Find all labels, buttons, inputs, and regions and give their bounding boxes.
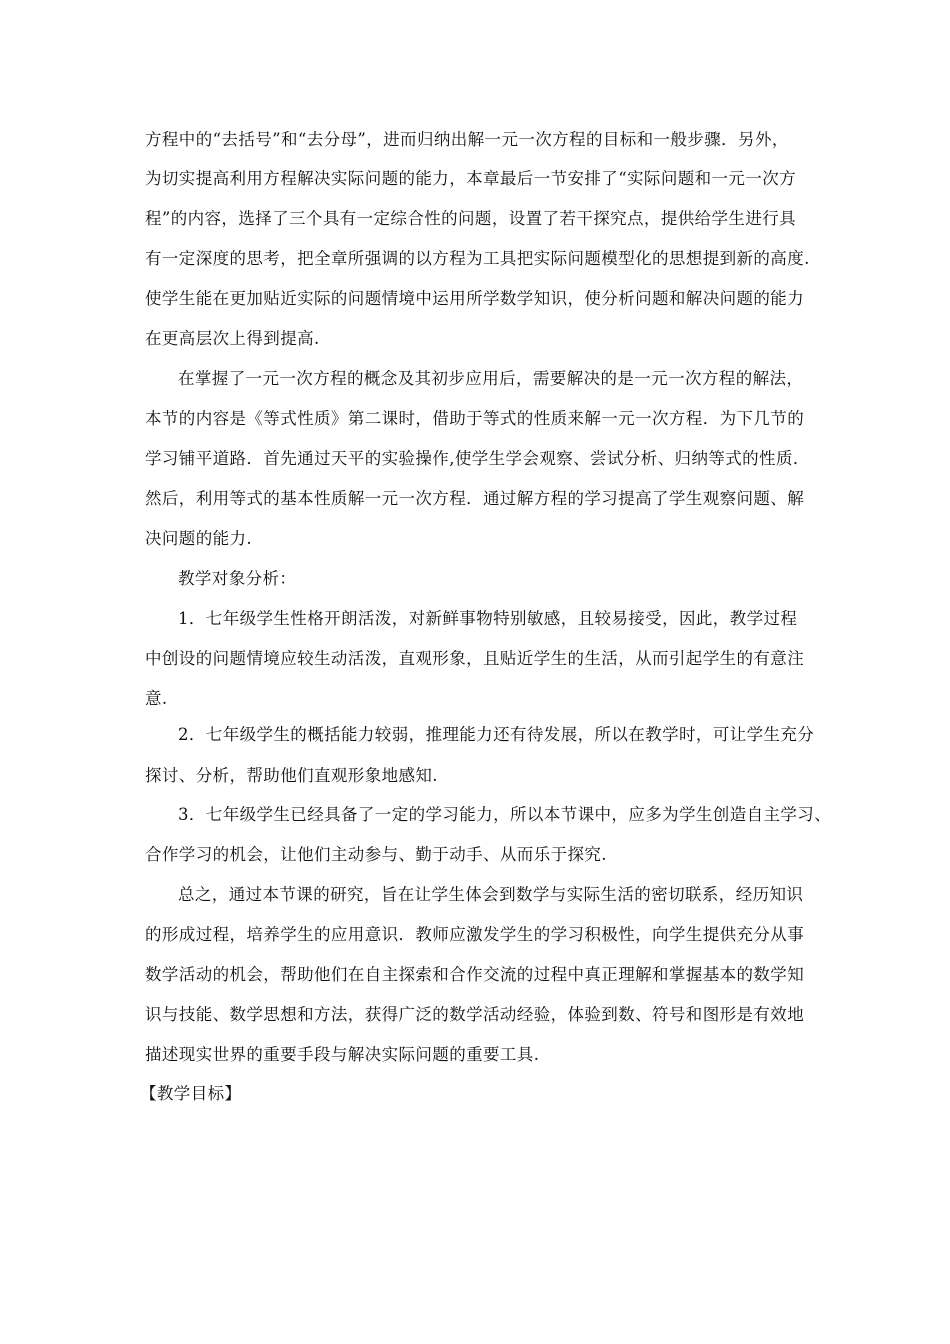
text-line: 中创设的问题情境应较生动活泼，直观形象，且贴近学生的生活，从而引起学生的有意注: [145, 649, 805, 668]
text-line: 合作学习的机会，让他们主动参与、勤于动手、从而乐于探究.: [145, 845, 607, 864]
text-line: 学习铺平道路．首先通过天平的实验操作,使学生学会观察、尝试分析、归纳等式的性质．: [145, 449, 810, 468]
section-heading: 教学对象分析：: [178, 569, 297, 588]
text-line: 描述现实世界的重要手段与解决实际问题的重要工具.: [145, 1045, 540, 1064]
text-line: 的形成过程，培养学生的应用意识．教师应激发学生的学习积极性，向学生提供充分从事: [145, 925, 805, 944]
paragraph-start-line: 在掌握了一元一次方程的概念及其初步应用后，需要解决的是一元一次方程的解法，: [178, 369, 804, 388]
text-line: 意.: [145, 689, 168, 708]
list-item-start-line: 1．七年级学生性格开朗活泼，对新鲜事物特别敏感，且较易接受，因此，教学过程: [178, 609, 798, 628]
text-line: 识与技能、数学思想和方法，获得广泛的数学活动经验，体验到数、符号和图形是有效地: [145, 1005, 805, 1024]
text-line: 然后，利用等式的基本性质解一元一次方程．通过解方程的学习提高了学生观察问题、解: [145, 489, 805, 508]
text-line: 程”的内容，选择了三个具有一定综合性的问题，设置了若干探究点，提供给学生进行具: [145, 209, 797, 228]
text-line: 探讨、分析，帮助他们直观形象地感知.: [145, 766, 438, 785]
text-line: 本节的内容是《等式性质》第二课时，借助于等式的性质来解一元一次方程．为下几节的: [145, 409, 805, 428]
section-heading: 【教学目标】: [140, 1084, 242, 1103]
paragraph-start-line: 总之，通过本节课的研究，旨在让学生体会到数学与实际生活的密切联系，经历知识: [178, 885, 804, 904]
list-item-start-line: 2．七年级学生的概括能力较弱，推理能力还有待发展，所以在教学时，可让学生充分: [178, 725, 815, 744]
list-item-start-line: 3．七年级学生已经具备了一定的学习能力，所以本节课中，应多为学生创造自主学习、: [178, 805, 832, 824]
text-line: 有一定深度的思考，把全章所强调的以方程为工具把实际问题模型化的思想提到新的高度.: [145, 249, 810, 268]
text-line: 使学生能在更加贴近实际的问题情境中运用所学数学知识，使分析问题和解决问题的能力: [145, 289, 805, 308]
text-line: 在更高层次上得到提高.: [145, 329, 320, 348]
text-line: 方程中的“去括号”和“去分母”，进而归纳出解一元一次方程的目标和一般步骤．另外，: [145, 130, 789, 149]
text-line: 决问题的能力.: [145, 529, 253, 548]
text-line: 为切实提高利用方程解决实际问题的能力，本章最后一节安排了“实际问题和一元一次方: [145, 169, 797, 188]
text-line: 数学活动的机会，帮助他们在自主探索和合作交流的过程中真正理解和掌握基本的数学知: [145, 965, 805, 984]
